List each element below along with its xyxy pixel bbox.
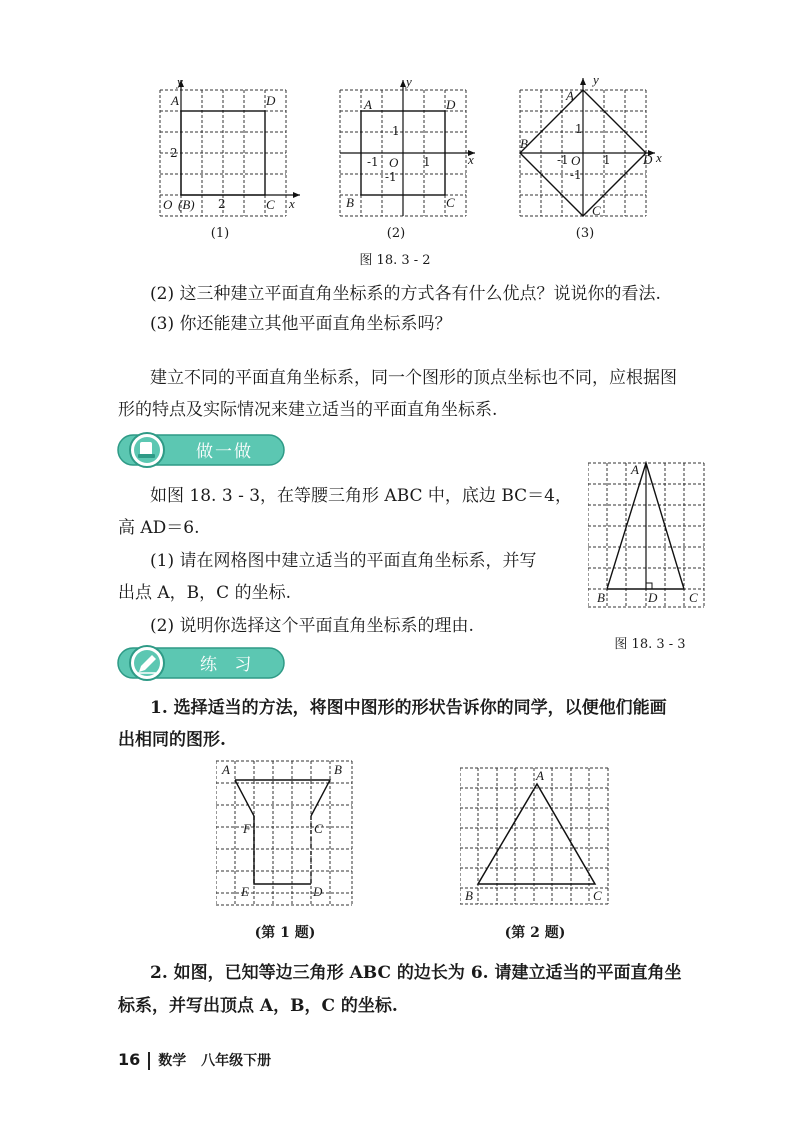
p1-A: A [171,93,179,108]
lianxi-title: 练 习 [200,655,258,675]
p2-x: x [468,152,474,167]
ex1-E: E [241,884,249,899]
p1-tick-2y: 2 [170,146,178,160]
summary-line-2: 形的特点及实际情况来建立适当的平面直角坐标系. [118,400,498,420]
ex1-A: A [222,762,230,777]
p3-y: y [593,72,599,87]
question-2: (2) 这三种建立平面直角坐标系的方式各有什么优点？说说你的看法. [150,284,661,304]
ex2-B: B [465,888,473,903]
figure-18-3-3-caption: 图 18. 3 - 3 [614,637,686,652]
ex1-F: F [243,821,251,836]
p2-tick-1: 1 [392,124,400,138]
fig3-C: C [689,590,698,605]
exercise-figure-2 [460,766,610,908]
zuoyizuo-line-5: (2) 说明你选择这个平面直角坐标系的理由. [150,616,474,636]
zuoyizuo-title: 做一做 [196,442,253,462]
p3-O: O [571,153,581,168]
p3-C: C [592,203,601,218]
p2-B: B [346,195,354,210]
p1-label: (1) [210,226,230,241]
p3-tick-1x: 1 [603,153,611,167]
p3-label: (3) [575,226,595,241]
p3-tick-1: 1 [575,122,583,136]
exercise-1-line-2: 出相同的图形. [118,730,226,750]
exercise-figure-1 [216,759,356,909]
exercise-2-line-1: 2. 如图，已知等边三角形 ABC 的边长为 6. 请建立适当的平面直角坐 [150,963,682,983]
p2-y: y [406,74,412,89]
question-3: (3) 你还能建立其他平面直角坐标系吗？ [150,314,452,334]
p2-tick-1x: 1 [423,155,431,169]
footer-subject: 数学 [158,1053,187,1069]
p2-A: A [364,97,372,112]
p3-tick-m1x: -1 [557,153,569,167]
p2-O: O [389,155,399,170]
exercise-figure-2-caption: (第 2 题) [504,925,566,941]
fig3-B: B [597,590,605,605]
ex2-C: C [593,888,602,903]
panel-1 [160,80,300,216]
p1-C: C [266,197,275,212]
zuoyizuo-line-4: 出点 A，B，C 的坐标. [118,583,291,603]
p2-tick-m1y: -1 [385,170,397,184]
page-footer [118,1050,271,1070]
p3-A: A [566,88,574,103]
p1-tick-2x: 2 [218,197,226,211]
fig3-A: A [631,462,639,477]
panel-3 [520,78,655,216]
p1-y: y [177,74,183,89]
fig3-D: D [648,590,658,605]
p2-tick-m1x: -1 [367,155,379,169]
p1-x: x [289,196,295,211]
exercise-figure-1-caption: (第 1 题) [254,925,316,941]
ex1-C: C [314,821,323,836]
zuoyizuo-line-3: (1) 请在网格图中建立适当的平面直角坐标系，并写 [150,551,537,571]
p3-D: D [643,152,653,167]
p1-O: O [163,197,173,212]
p3-x: x [656,150,662,165]
footer-divider [148,1052,150,1070]
zuoyizuo-line-1: 如图 18. 3 - 3，在等腰三角形 ABC 中，底边 BC＝4， [150,486,572,506]
p1-D: D [266,93,276,108]
p2-label: (2) [386,226,406,241]
zuoyizuo-line-2: 高 AD＝6. [118,518,200,538]
exercise-1-line-1: 1. 选择适当的方法，将图中图形的形状告诉你的同学，以便他们能画 [150,698,667,718]
footer-grade: 八年级下册 [201,1053,272,1069]
p2-D: D [446,97,456,112]
exercise-2-line-2: 标系，并写出顶点 A，B，C 的坐标. [118,996,398,1016]
summary-line-1: 建立不同的平面直角坐标系，同一个图形的顶点坐标也不同，应根据图 [150,368,677,388]
ex1-B: B [334,762,342,777]
p3-tick-m1y: -1 [570,168,582,182]
ex1-D: D [313,884,323,899]
p1-B: (B) [178,197,195,212]
ex2-A: A [536,768,544,783]
p2-C: C [446,195,455,210]
figure-18-3-3 [588,461,708,611]
figure-18-3-2-caption: 图 18. 3 - 2 [359,253,431,268]
page-number: 16 [118,1050,141,1069]
p3-B: B [520,136,528,151]
